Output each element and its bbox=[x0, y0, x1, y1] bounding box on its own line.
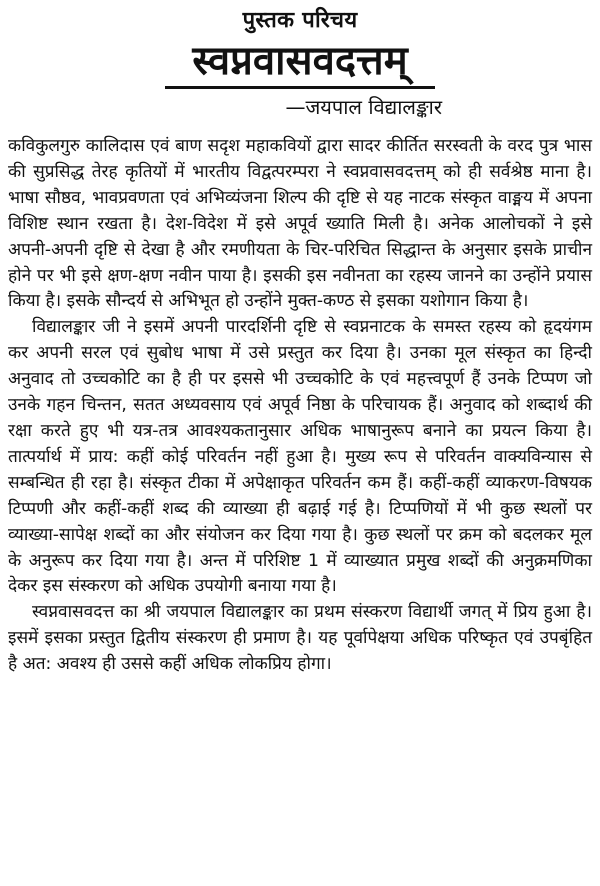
paragraph-1: कविकुलगुरु कालिदास एवं बाण सदृश महाकवियों द्वारा सादर कीर्तित सरस्वती के वरद पुत्र भास की सुप्रसिद्ध तेरह कृतियों में भारतीय विद्वत्परम्परा ने स्वप्नवासवदत्तम् को ही सर्वश्रेष्ठ माना है। भाषा सौष्ठव, भावप्रवणता एवं अभिव्यंजना शिल्प की दृष्टि से यह नाटक संस्कृत वाङ्मय में अपना विशिष्ट स्थान रखता है। देश-विदेश में इसे अपूर्व ख्याति मिली है। अनेक आलोचकों ने इसे अपनी-अपनी दृष्टि से देखा है और रमणीयता के चिर-परिचित सिद्धान्त के अनुसार इसके प्राचीन होने पर भी इसे क्षण-क्षण नवीन पाया है। इसकी इस नवीनता का रहस्य जानने का उन्होंने प्रयास किया है। इसके सौन्दर्य से अभिभूत हो उन्होंने मुक्त-कण्ठ से इसका यशोगान किया है। bbox=[8, 136, 592, 312]
author-name: —जयपाल विद्यालङ्कार bbox=[285, 95, 442, 119]
section-heading: पुस्तक परिचय bbox=[242, 8, 358, 33]
book-introduction-page bbox=[0, 4, 600, 886]
paragraph-2: विद्यालङ्कार जी ने इसमें अपनी पारदर्शिनी दृष्टि से स्वप्ननाटक के समस्त रहस्य को हृदयंगम कर अपनी सरल एवं सुबोध भाषा में उसे प्रस्तुत कर दिया है। उनका मूल संस्कृत का हिन्दी अनुवाद तो उच्चकोटि का है ही पर इससे भी उच्चकोटि के एवं महत्त्वपूर्ण हैं उनके टिप्पण जो उनके गहन चिन्तन, सतत अध्यवसाय एवं अपूर्व निष्ठा के परिचायक हैं। अनुवाद को शब्दार्थ की रक्षा करते हुए भी यत्र-तत्र आवश्यकतानुसार अधिक भाषानुरूप बनाने का प्रयत्न किया है। तात्पर्यार्थ में प्राय: कहीं कोई परिवर्तन नहीं हुआ है। मुख्य रूप से परिवर्तन वाक्यविन्यास से सम्बन्धित ही रहा है। संस्कृत टीका में अपेक्षाकृत परिवर्तन कम हैं। कहीं-कहीं व्याकरण-विषयक टिप्पणी और कहीं-कहीं शब्द की व्याख्या ही बढ़ाई गई है। टिप्पणियों में भी कुछ स्थलों पर व्याख्या-सापेक्ष शब्दों का और संयोजन कर दिया गया है। कुछ स्थलों पर क्रम को बदलकर मूल के अनुरूप कर दिया गया है। अन्त में परिशिष्ट 1 में व्याख्यात प्रमुख शब्दों की अनुक्रमणिका देकर इस संस्करण को अधिक उपयोगी बनाया गया है। bbox=[8, 317, 592, 597]
paragraph-3: स्वप्नवासवदत्त का श्री जयपाल विद्यालङ्कार का प्रथम संस्करण विद्यार्थी जगत् में प्रिय हुआ है। इसमें इसका प्रस्तुत द्वितीय संस्करण ही प्रमाण है। यह पूर्वापेक्षया अधिक परिष्कृत एवं उपबृंहित है अत: अवश्य ही उससे कहीं अधिक लोकप्रिय होगा। bbox=[8, 602, 592, 675]
book-title: स्वप्नवासवदत्तम् bbox=[192, 38, 408, 84]
title-underline bbox=[165, 86, 435, 89]
body-text bbox=[8, 134, 592, 678]
